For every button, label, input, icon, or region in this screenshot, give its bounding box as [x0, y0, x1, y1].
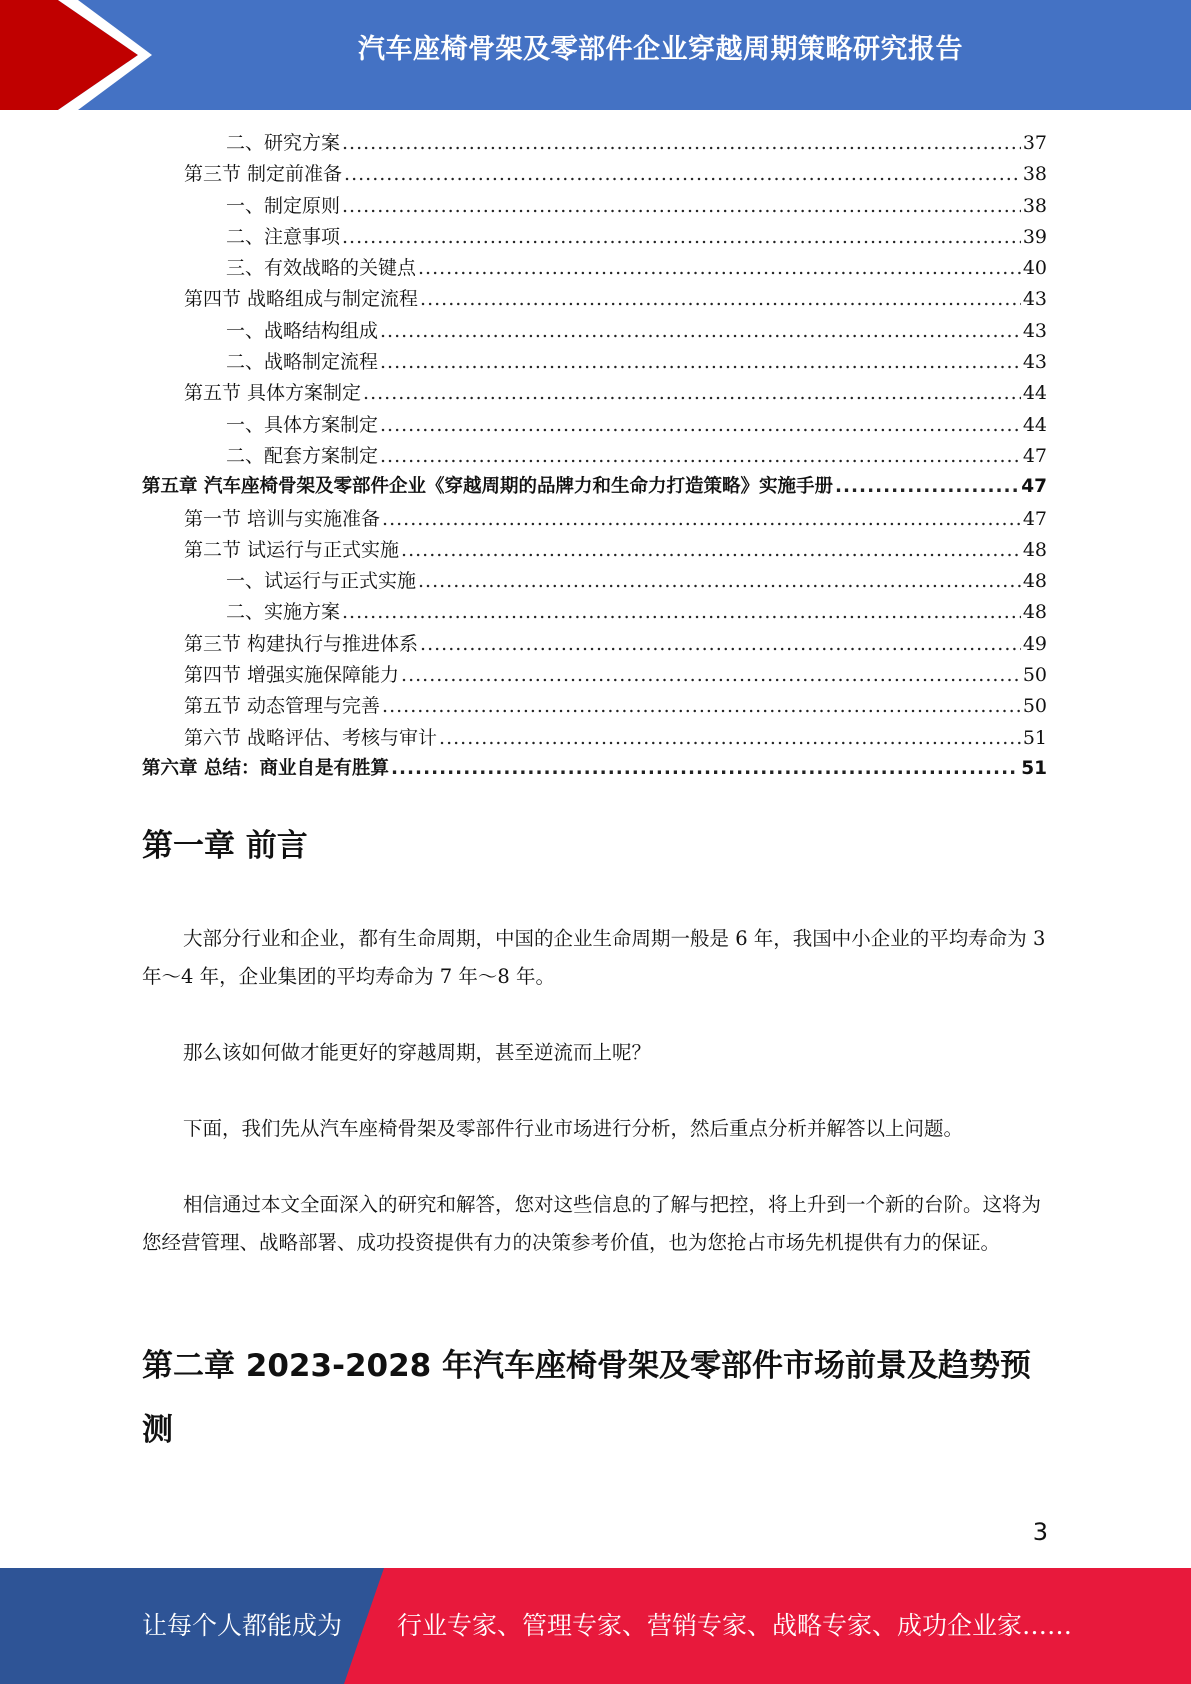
toc-entry-page: 48 [1022, 538, 1047, 561]
toc-entry-page: 47 [1022, 444, 1047, 467]
toc-entry[interactable] [142, 504, 1047, 535]
toc-entry-page: 51 [1021, 757, 1047, 779]
toc-entry[interactable] [142, 472, 1047, 503]
toc-entry-label: 二、配套方案制定 [226, 444, 379, 467]
toc-entry-label: 第三节 构建执行与推进体系 [184, 632, 419, 655]
toc-dot-leader [420, 633, 1021, 655]
toc-entry-label: 第五章 汽车座椅骨架及零部件企业《穿越周期的品牌力和生命力打造策略》实施手册 [142, 476, 833, 498]
toc-entry-page: 48 [1022, 601, 1047, 624]
toc-entry[interactable] [142, 316, 1047, 347]
toc-entry[interactable] [142, 378, 1047, 409]
page-header [0, 0, 1191, 110]
toc-dot-leader [344, 163, 1021, 185]
intro-paragraph-1: 大部分行业和企业，都有生命周期，中国的企业生命周期一般是 6 年，我国中小企业的平均寿命为 3 年～4 年，企业集团的平均寿命为 7 年～8 年。 [142, 927, 1046, 988]
toc-entry-label: 二、战略制定流程 [226, 351, 379, 374]
toc-entry[interactable] [142, 629, 1047, 660]
toc-entry-label: 三、有效战略的关键点 [226, 257, 417, 280]
page-number: 3 [1032, 1518, 1048, 1546]
table-of-contents [142, 128, 1047, 785]
toc-entry[interactable] [142, 597, 1047, 628]
toc-entry[interactable] [142, 754, 1047, 785]
footer-slogan-right: 行业专家、管理专家、营销专家、战略专家、成功企业家…… [397, 1611, 1073, 1640]
toc-entry-page: 43 [1022, 288, 1047, 311]
toc-entry-label: 第四节 战略组成与制定流程 [184, 288, 419, 311]
toc-dot-leader [342, 601, 1021, 623]
toc-entry-page: 43 [1022, 351, 1047, 374]
toc-entry[interactable] [142, 191, 1047, 222]
intro-paragraph-3: 下面，我们先从汽车座椅骨架及零部件行业市场进行分析，然后重点分析并解答以上问题。 [183, 1117, 964, 1140]
toc-entry-page: 50 [1022, 664, 1047, 687]
toc-entry-page: 39 [1022, 225, 1047, 248]
toc-entry[interactable] [142, 566, 1047, 597]
toc-entry-page: 44 [1022, 382, 1047, 405]
toc-dot-leader [401, 664, 1021, 686]
toc-entry[interactable] [142, 535, 1047, 566]
toc-entry-label: 第五节 具体方案制定 [184, 382, 362, 405]
toc-dot-leader [380, 414, 1021, 436]
toc-entry-page: 43 [1022, 319, 1047, 342]
toc-dot-leader [380, 320, 1021, 342]
toc-entry-label: 第五节 动态管理与完善 [184, 695, 381, 718]
toc-dot-leader [363, 382, 1021, 404]
toc-dot-leader [342, 132, 1021, 154]
toc-entry-page: 51 [1022, 726, 1047, 749]
toc-dot-leader [380, 351, 1021, 373]
toc-entry-label: 第六节 战略评估、考核与审计 [184, 726, 438, 749]
intro-paragraph-2: 那么该如何做才能更好的穿越周期，甚至逆流而上呢？ [183, 1041, 652, 1064]
toc-dot-leader [439, 727, 1021, 749]
toc-entry[interactable] [142, 691, 1047, 722]
toc-entry-page: 38 [1022, 163, 1047, 186]
toc-entry-page: 49 [1022, 632, 1047, 655]
toc-entry-page: 47 [1021, 476, 1047, 498]
toc-entry-label: 第三节 制定前准备 [184, 163, 343, 186]
toc-dot-leader [401, 539, 1021, 561]
toc-dot-leader [835, 476, 1019, 497]
toc-entry[interactable] [142, 159, 1047, 190]
toc-entry-page: 40 [1022, 257, 1047, 280]
page-footer [0, 1568, 1191, 1684]
toc-entry-page: 44 [1022, 413, 1047, 436]
toc-entry[interactable] [142, 723, 1047, 754]
toc-dot-leader [382, 508, 1021, 530]
header-chevron-decoration [0, 0, 160, 110]
toc-entry-page: 37 [1022, 132, 1047, 154]
toc-entry-label: 一、具体方案制定 [226, 413, 379, 436]
toc-entry-label: 二、实施方案 [226, 601, 341, 624]
intro-paragraph-4: 相信通过本文全面深入的研究和解答，您对这些信息的了解与把控，将上升到一个新的台阶。这将为您经营管理、战略部署、成功投资提供有力的决策参考价值，也为您抢占市场先机提供有力的保证。 [142, 1193, 1042, 1254]
toc-entry-page: 50 [1022, 695, 1047, 718]
toc-dot-leader [418, 257, 1021, 279]
toc-dot-leader [380, 445, 1021, 467]
toc-entry-label: 第六章 总结：商业自是有胜算 [142, 757, 389, 779]
toc-dot-leader [382, 695, 1021, 717]
toc-dot-leader [342, 226, 1021, 248]
toc-entry-label: 二、研究方案 [226, 132, 341, 154]
toc-dot-leader [391, 758, 1019, 779]
toc-entry-page: 38 [1022, 194, 1047, 217]
toc-dot-leader [418, 570, 1021, 592]
toc-entry[interactable] [142, 128, 1047, 159]
footer-slogan-left: 让每个人都能成为 [142, 1611, 343, 1640]
toc-entry-label: 一、战略结构组成 [226, 319, 379, 342]
toc-entry[interactable] [142, 253, 1047, 284]
toc-entry[interactable] [142, 284, 1047, 315]
toc-entry[interactable] [142, 222, 1047, 253]
toc-entry[interactable] [142, 410, 1047, 441]
chapter-1-title: 第一章 前言 [142, 828, 308, 864]
chapter-2-title-line-1: 第二章 2023-2028 年汽车座椅骨架及零部件市场前景及趋势预 [142, 1348, 1032, 1384]
toc-entry[interactable] [142, 347, 1047, 378]
toc-entry-label: 二、注意事项 [226, 225, 341, 248]
toc-dot-leader [420, 288, 1021, 310]
toc-entry-page: 48 [1022, 570, 1047, 593]
toc-entry-label: 第二节 试运行与正式实施 [184, 538, 400, 561]
toc-dot-leader [342, 195, 1021, 217]
toc-entry[interactable] [142, 441, 1047, 472]
toc-entry-label: 第四节 增强实施保障能力 [184, 664, 400, 687]
toc-entry-label: 一、试运行与正式实施 [226, 570, 417, 593]
header-title: 汽车座椅骨架及零部件企业穿越周期策略研究报告 [358, 34, 963, 65]
chapter-2-title-line-2: 测 [142, 1412, 173, 1448]
toc-entry-label: 一、制定原则 [226, 194, 341, 217]
toc-entry[interactable] [142, 660, 1047, 691]
toc-entry-page: 47 [1022, 507, 1047, 530]
toc-entry-label: 第一节 培训与实施准备 [184, 507, 381, 530]
